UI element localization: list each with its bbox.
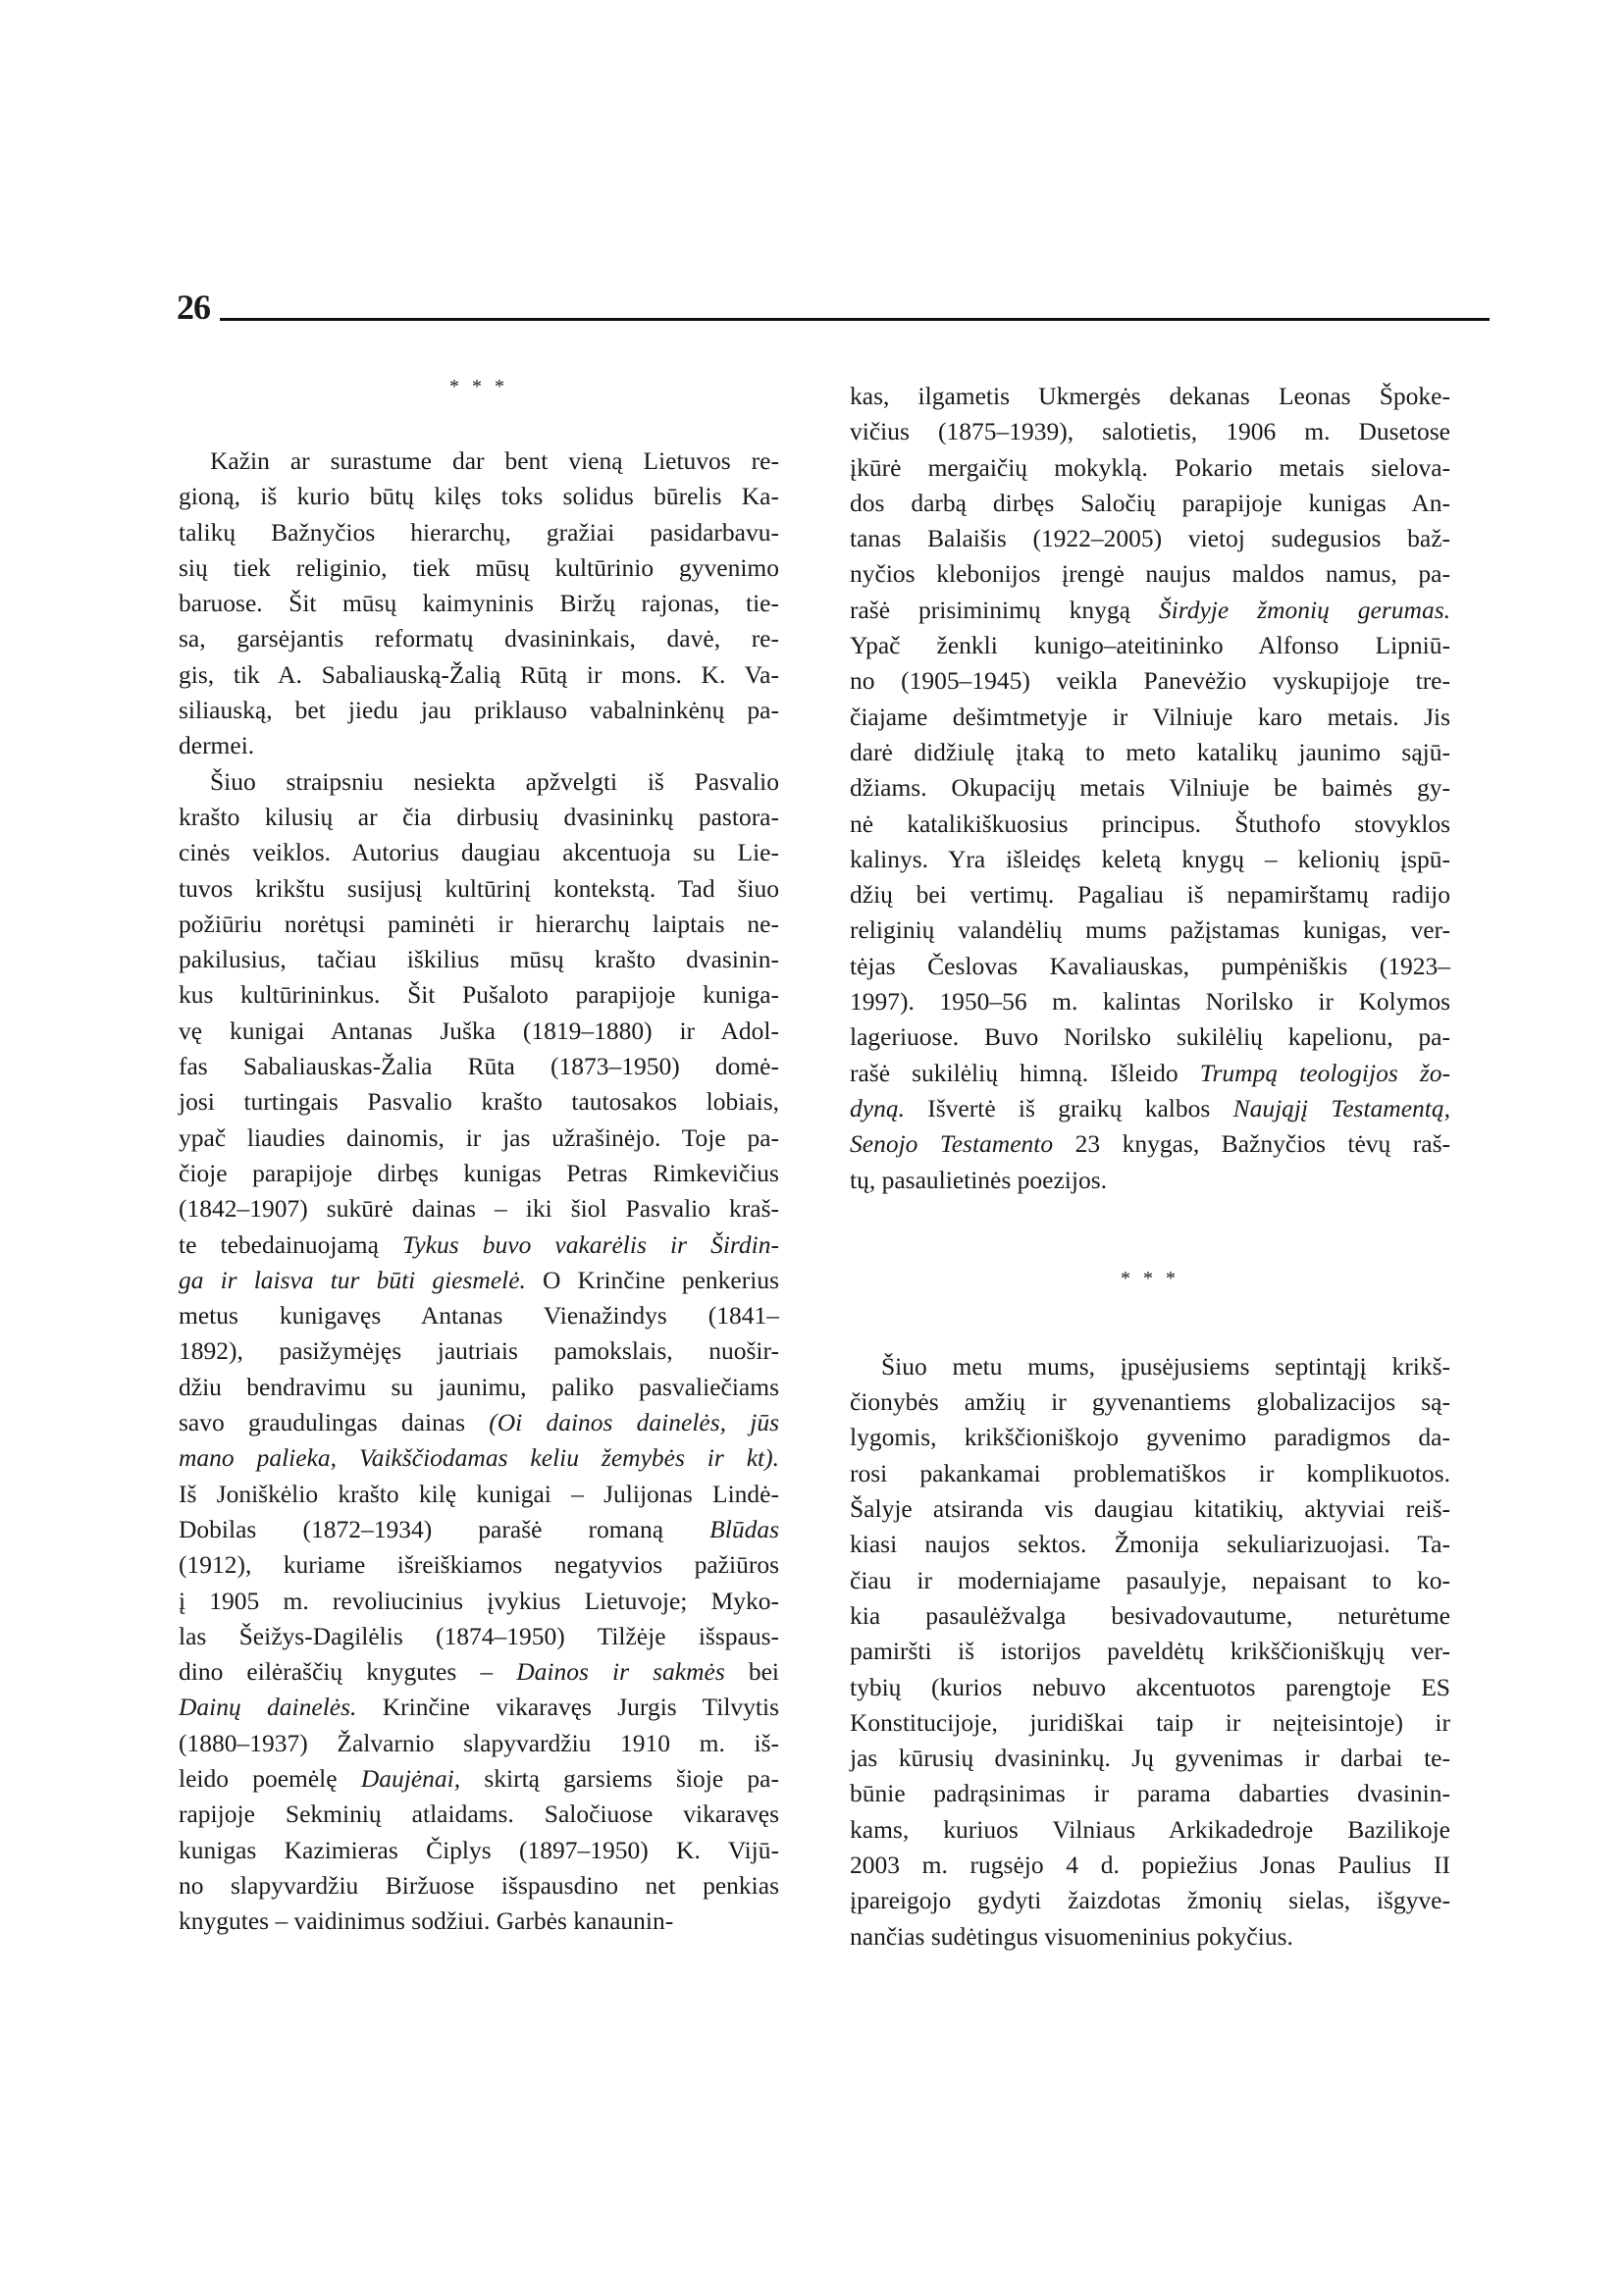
text-line: nančias sudėtingus visuomeninius pokyčius. (850, 1921, 1293, 1951)
text-line: kus kultūrininkus. Šit Pušaloto parapijoje kuniga- (179, 980, 779, 1010)
text-line: čiajame dešimtmetyje ir Vilniuje karo metais. Jis (850, 702, 1450, 731)
text-line: čiau ir moderniajame pasaulyje, nepaisant to ko- (850, 1565, 1450, 1594)
header-rule (220, 318, 1490, 321)
text-line: kams, kuriuos Vilniaus Arkikadedroje Bazilikoje (850, 1814, 1450, 1844)
text-line: 2003 m. rugsėjo 4 d. popiežius Jonas Paulius II (850, 1850, 1450, 1879)
text-line: lygomis, krikščioniškojo gyvenimo paradigmos da- (850, 1423, 1450, 1452)
text-line: talikų Bažnyčios hierarchų, gražiai pasidarbavu- (179, 517, 779, 547)
text-line: metus kunigavęs Antanas Vienažindys (1841– (179, 1301, 779, 1330)
text-line: Ypač ženkli kunigo–ateitininko Alfonso Lipniū- (850, 631, 1450, 660)
text-line: tanas Balaišis (1922–2005) vietoj sudegusios baž- (850, 524, 1450, 553)
text-line: Dainų dainelės. Krinčine vikaravęs Jurgis Tilvytis (179, 1693, 779, 1722)
text-line: Šiuo metu mums, įpusėjusiems septintąjį krikš- (881, 1351, 1450, 1381)
text-line: no (1905–1945) veikla Panevėžio vyskupijoje tre- (850, 666, 1450, 696)
text-line: dermei. (179, 731, 255, 760)
text-line: Kažin ar surastume dar bent vieną Lietuvos re- (210, 446, 779, 475)
text-line: jas kūrusių dvasininkų. Jų gyvenimas ir darbai te- (850, 1744, 1450, 1773)
text-line: (1880–1937) Žalvarnio slapyvardžiu 1910 m. iš- (179, 1728, 779, 1757)
text-line: las Šeižys-Dagilėlis (1874–1950) Tilžėje išspaus- (179, 1621, 779, 1650)
text-line: ypač liaudies dainomis, ir jas užrašinėjo. Toje pa- (179, 1122, 779, 1152)
text-line: Konstitucijoje, juridiškai taip ir neįteisintoje) ir (850, 1707, 1450, 1737)
text-line: tų, pasaulietinės poezijos. (850, 1165, 1108, 1194)
text-line: (1842–1907) sukūrė dainas – iki šiol Pasvalio kraš- (179, 1194, 779, 1224)
text-line: kalinys. Yra išleidęs keletą knygų – kelionių įspū- (850, 844, 1450, 873)
text-line: tuvos krikštu susijusį kultūrinį kontekstą. Tad šiuo (179, 873, 779, 903)
text-line: leido poemėlę Daujėnai, skirtą garsiems šioje pa- (179, 1763, 779, 1793)
text-line: vičius (1875–1939), salotietis, 1906 m. Dusetose (850, 417, 1450, 446)
paragraph-conclusion (850, 1349, 1450, 1955)
text-line: Iš Joniškėlio krašto kilę kunigai – Julijonas Lindė- (179, 1479, 779, 1508)
text-line: gis, tik A. Sabaliauską-Žalią Rūtą ir mons. K. Va- (179, 659, 779, 689)
text-line: tėjas Česlovas Kavaliauskas, pumpėniškis (1923– (850, 951, 1450, 980)
text-line: čionybės amžių ir gyvenantiems globalizacijos są- (850, 1387, 1450, 1417)
text-line: Šalyje atsiranda vis daugiau kitatikių, aktyviai reiš- (850, 1494, 1450, 1524)
text-line: įkūrė mergaičių mokyklą. Pokario metais sielova- (850, 452, 1450, 482)
text-line: rašė sukilėlių himną. Išleido Trumpą teologijos žo- (850, 1058, 1450, 1087)
text-line: Dobilas (1872–1934) parašė romaną Blūdas (179, 1514, 779, 1543)
text-line: (1912), kuriame išreiškiamos negatyvios pažiūros (179, 1550, 779, 1580)
paragraph-clergy-culture (179, 764, 779, 1940)
text-line: darė didžiulę įtaką to meto katalikų jaunimo sąjū- (850, 737, 1450, 766)
text-line: džiams. Okupacijų metais Vilniuje be baimės gy- (850, 773, 1450, 803)
right-column (850, 379, 1450, 1955)
left-column (179, 373, 779, 1939)
text-line: pakilusius, tačiau iškilius mūsų krašto dvasinin- (179, 945, 779, 974)
text-line: te tebedainuojamą Tykus buvo vakarėlis ir Širdin- (179, 1229, 779, 1259)
text-line: dino eilėraščių knygutes – Dainos ir sakmės bei (179, 1657, 779, 1687)
text-line: dos darbą dirbęs Saločių parapijoje kunigas An- (850, 488, 1450, 517)
text-line: sa, garsėjantis reformatų dvasininkais, davė, re- (179, 624, 779, 653)
text-line: gioną, iš kurio būtų kilęs toks solidus būrelis Ka- (179, 482, 779, 511)
text-line: kia pasaulėžvalga besivadovautume, neturėtume (850, 1600, 1450, 1630)
text-line: džiu bendravimu su jaunimu, paliko pasvaliečiams (179, 1372, 779, 1401)
section-separator: * * * (449, 376, 508, 397)
paragraph-clergy-continued (850, 379, 1450, 1198)
text-line: josi turtingais Pasvalio krašto tautosakos lobiais, (179, 1087, 779, 1117)
text-line: sių tiek religinio, tiek mūsų kultūrinio gyvenimo (179, 552, 779, 582)
text-line: vę kunigai Antanas Juška (1819–1880) ir Adol- (179, 1016, 779, 1045)
text-line: džių bei vertimų. Pagaliau iš nepamirštamų radijo (850, 880, 1450, 910)
text-line: Šiuo straipsniu nesiekta apžvelgti iš Pasvalio (210, 766, 779, 796)
text-line: religinių valandėlių mums pažįstamas kunigas, ver- (850, 915, 1450, 945)
text-line: savo graudulingas dainas (Oi dainos dainelės, jūs (179, 1408, 779, 1437)
page-header (177, 287, 1490, 327)
text-line: siliauską, bet jiedu jau priklauso vabalninkėnų pa- (179, 696, 779, 725)
text-line: Senojo Testamento 23 knygas, Bažnyčios tėvų raš- (850, 1129, 1450, 1159)
text-line: rapijoje Sekminių atlaidams. Saločiuose vikaravęs (179, 1799, 779, 1829)
text-line: no slapyvardžiu Biržuose išspausdino net penkias (179, 1870, 779, 1900)
text-line: cinės veiklos. Autorius daugiau akcentuoja su Lie- (179, 838, 779, 867)
text-line: tybių (kurios nebuvo akcentuotos parengtoje ES (850, 1672, 1450, 1701)
text-line: baruose. Šit mūsų kaimyninis Biržų rajonas, tie- (179, 589, 779, 618)
text-line: požiūriu norėtųsi paminėti ir hierarchų laiptais ne- (179, 909, 779, 938)
text-line: nyčios klebonijos įrengė naujus maldos namus, pa- (850, 559, 1450, 589)
text-line: 1997). 1950–56 m. kalintas Norilsko ir Kolymos (850, 987, 1450, 1017)
text-line: knygutes – vaidinimus sodžiui. Garbės kanaunin- (179, 1906, 674, 1936)
text-line: būnie padrąsinimas ir parama dabarties dvasinin- (850, 1779, 1450, 1808)
text-line: ga ir laisva tur būti giesmelė. O Krinčine penkerius (179, 1265, 780, 1294)
text-line: į 1905 m. revoliucinius įvykius Lietuvoje; Myko- (179, 1586, 779, 1615)
text-line: kunigas Kazimieras Čiplys (1897–1950) K. Vijū- (179, 1835, 779, 1864)
text-line: įpareigojo gydyti žaizdotas žmonių sielas, išgyve- (850, 1886, 1450, 1915)
text-line: rosi pakankamai problematiškos ir komplikuotos. (850, 1458, 1450, 1487)
text-line: 1892), pasižymėjęs jautriais pamokslais, nuošir- (179, 1336, 779, 1366)
text-line: kiasi naujos sektos. Žmonija sekuliarizuojasi. Ta- (850, 1530, 1450, 1559)
text-line: lageriuose. Buvo Norilsko sukilėlių kapelionu, pa- (850, 1022, 1450, 1052)
paragraph-intro (179, 443, 779, 764)
text-line: čioje parapijoje dirbęs kunigas Petras Rimkevičius (179, 1158, 779, 1187)
text-line: rašė prisiminimų knygą Širdyje žmonių gerumas. (850, 595, 1450, 624)
text-line: dyną. Išvertė iš graikų kalbos Naująjį Testamentą, (850, 1093, 1451, 1122)
text-line: mano palieka, Vaikščiodamas keliu žemybės ir kt). (179, 1443, 779, 1473)
page-number: 26 (177, 287, 210, 327)
section-separator: * * * (1121, 1267, 1179, 1289)
text-line: krašto kilusių ar čia dirbusių dvasininkų pastora- (179, 802, 779, 831)
text-line: kas, ilgametis Ukmergės dekanas Leonas Špoke- (850, 382, 1450, 410)
text-line: nė katalikiškuosius principus. Štuthofo stovyklos (850, 808, 1450, 838)
text-line: fas Sabaliauskas-Žalia Rūta (1873–1950) domė- (179, 1052, 779, 1081)
text-line: pamiršti iš istorijos paveldėtų krikščioniškųjų ver- (850, 1637, 1450, 1666)
